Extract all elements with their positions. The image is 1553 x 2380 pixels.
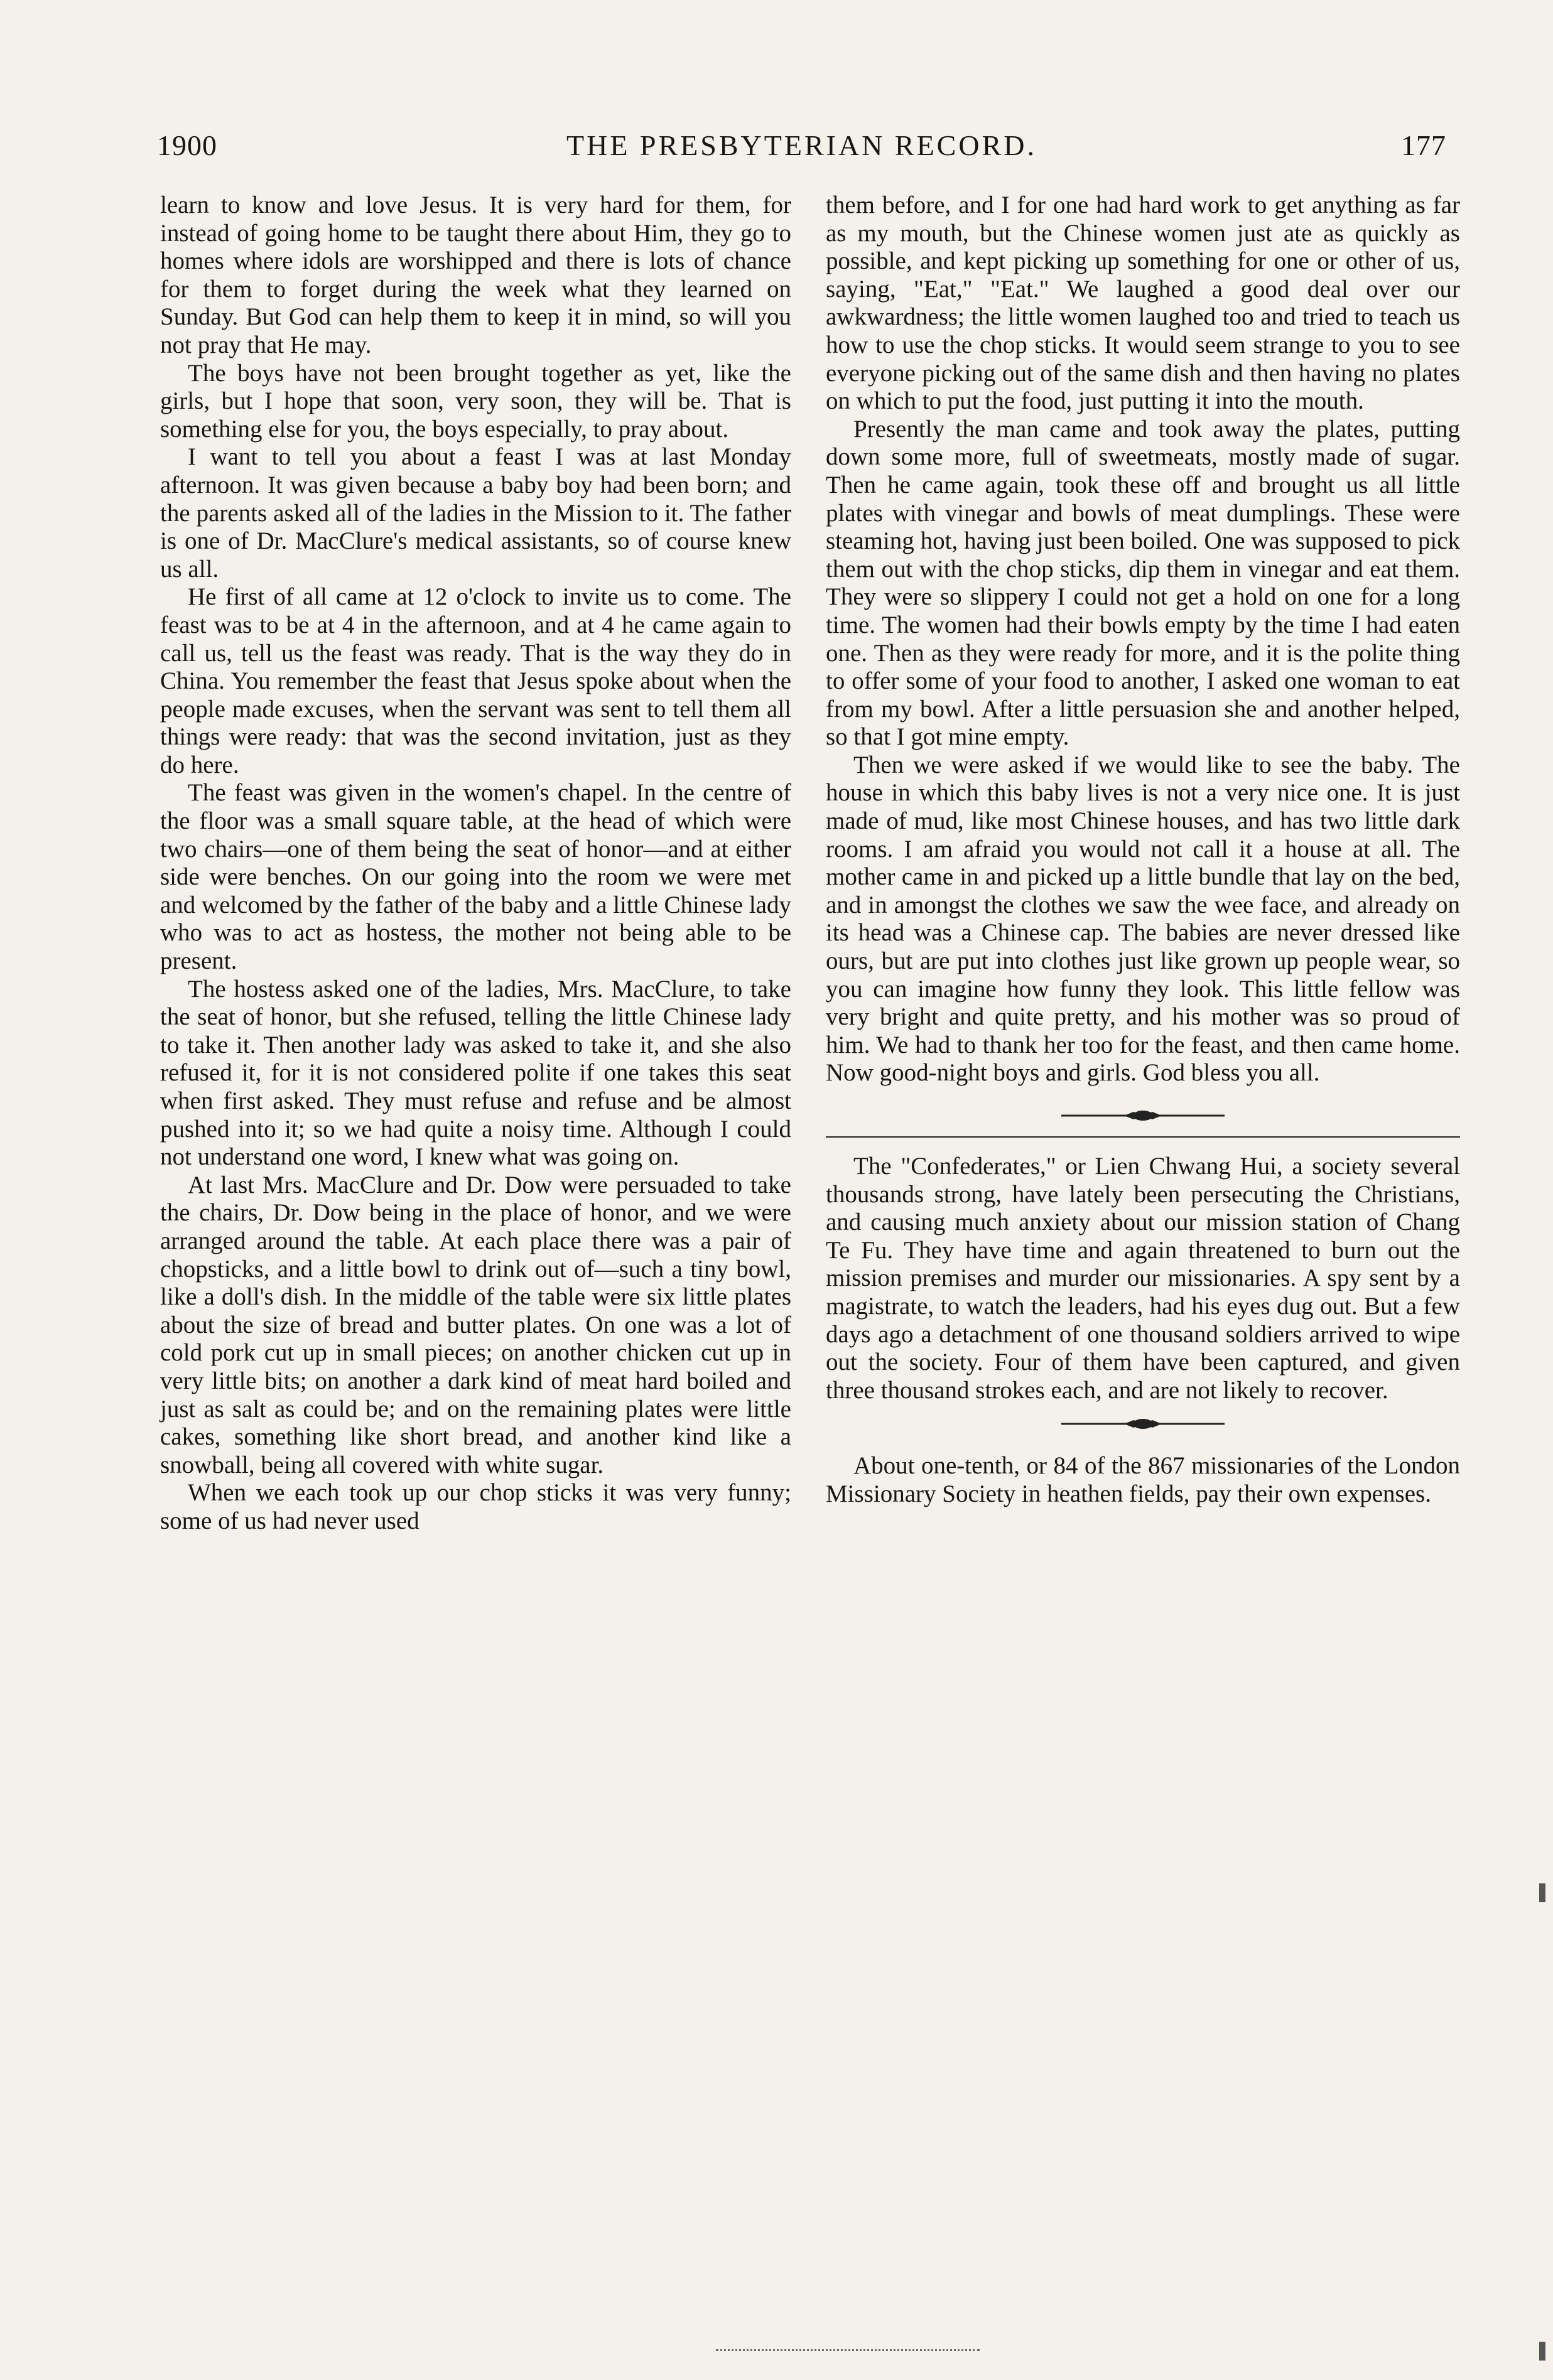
dash-diamond-rule-icon (1061, 1109, 1225, 1123)
paragraph: Then we were asked if we would like to see the baby. The house in which this baby lives is not a very nice one. It is just made of mud, like most Chinese houses, and has two little dark rooms. I am afraid you would not call it a house at all. The mother came in and picked up a little bundle that lay on the bed, and in amongst the clothes we saw the wee face, and already on its head was a Chinese cap. The babies are never dressed like ours, but are put into clothes just like grown up people wear, so you can imagine how funny they look. This little fellow was very bright and quite pretty, and his mother was so proud of him. We had to thank her too for the feast, and then came home. Now good-night boys and girls. God bless you all. (826, 751, 1460, 1087)
print-dotted-mark (716, 2349, 980, 2354)
issue-year: 1900 (157, 129, 217, 161)
left-column (160, 191, 791, 1536)
paragraph: When we each took up our chop sticks it was very funny; some of us had never used (160, 1479, 791, 1534)
news-item: About one-tenth, or 84 of the 867 missionaries of the London Missionary Society in heathen fields, pay their own expenses. (826, 1452, 1460, 1507)
dash-diamond-rule-icon (1061, 1417, 1225, 1431)
page-number: 177 (1401, 129, 1446, 161)
paragraph: The boys have not been brought together as yet, like the girls, but I hope that soon, very soon, they will be. That is something else for you, the boys especially, to pray about. (160, 359, 791, 443)
paragraph: I want to tell you about a feast I was at last Monday afternoon. It was given because a baby boy had been born; and the parents asked all of the ladies in the Mission to it. The father is one of Dr. MacClure's medical assistants, so of course knew us all. (160, 443, 791, 583)
page-edge-mark (1539, 1883, 1545, 1902)
paragraph: Presently the man came and took away the plates, putting down some more, full of sweetmeats, mostly made of sugar. Then he came again, took these off and brought us all little plates with vinegar and bowls of meat dumplings. These were steaming hot, having just been boiled. One was supposed to pick them out with the chop sticks, dip them in vinegar and eat them. They were so slippery I could not get a hold on one for a long time. The women had their bowls empty by the time I had eaten one. Then as they were ready for more, and it is the polite thing to offer some of your food to another, I asked one woman to eat from my bowl. After a little persuasion she and another helped, so that I got mine empty. (826, 415, 1460, 751)
paragraph: them before, and I for one had hard work to get anything as far as my mouth, but the Chinese women just ate as quickly as possible, and kept picking up something for one or other of us, saying, "Eat," "Eat." We laughed a good deal over our awkwardness; the little women laughed too and tried to teach us how to use the chop sticks. It would seem strange to you to see everyone picking out of the same dish and then having no plates on which to put the food, just putting it into the mouth. (826, 191, 1460, 415)
paragraph: The hostess asked one of the ladies, Mrs. MacClure, to take the seat of honor, but she refused, telling the little Chinese lady to take it. Then another lady was asked to take it, and she also refused it, for it is not considered polite if one takes this seat when first asked. They must refuse and refuse and be almost pushed into it; so we had quite a noisy time. Although I could not understand one word, I knew what was going on. (160, 975, 791, 1171)
news-item: The "Confederates," or Lien Chwang Hui, a society several thousands strong, have lately been persecuting the Christians, and causing much anxiety about our mission station of Chang Te Fu. They have time and again threatened to burn out the mission premises and murder our missionaries. A spy sent by a magistrate, to watch the leaders, had his eyes dug out. But a few days ago a detachment of one thousand soldiers arrived to wipe out the society. Four of them have been captured, and given three thousand strokes each, and are not likely to recover. (826, 1153, 1460, 1404)
page-edge-mark (1539, 2342, 1545, 2361)
section-divider (826, 1136, 1460, 1138)
page-header (157, 129, 1446, 173)
paragraph: He first of all came at 12 o'clock to invite us to come. The feast was to be at 4 in the afternoon, and at 4 he came again to call us, tell us the feast was ready. That is the way they do in China. You remember the feast that Jesus spoke about when the people made excuses, when the servant was sent to tell them all things were ready: that was the second invitation, just as they do here. (160, 583, 791, 778)
paragraph: At last Mrs. MacClure and Dr. Dow were persuaded to take the chairs, Dr. Dow being in the place of honor, and we were arranged around the table. At each place there was a pair of chopsticks, and a little bowl to drink out of—such a tiny bowl, like a doll's dish. In the middle of the table were six little plates about the size of bread and butter plates. On one was a lot of cold pork cut up in small pieces; on another chicken cut up in very little bits; on another a dark kind of meat hard boiled and just as salt as could be; and on the remaining plates were little cakes, something like short bread, and another kind like a snowball, being all covered with white sugar. (160, 1171, 791, 1478)
paragraph: learn to know and love Jesus. It is very hard for them, for instead of going home to be taught there about Him, they go to homes where idols are worshipped and there is lots of chance for them to forget during the week what they learned on Sunday. But God can help them to keep it in mind, so will you not pray that He may. (160, 191, 791, 358)
journal-title: THE PRESBYTERIAN RECORD. (566, 129, 1037, 161)
paragraph: The feast was given in the women's chapel. In the centre of the floor was a small square table, at the head of which were two chairs—one of them being the seat of honor—and at either side were benches. On our going into the room we were met and welcomed by the father of the baby and a little Chinese lady who was to act as hostess, the mother not being able to be present. (160, 779, 791, 975)
right-column (826, 191, 1460, 1509)
